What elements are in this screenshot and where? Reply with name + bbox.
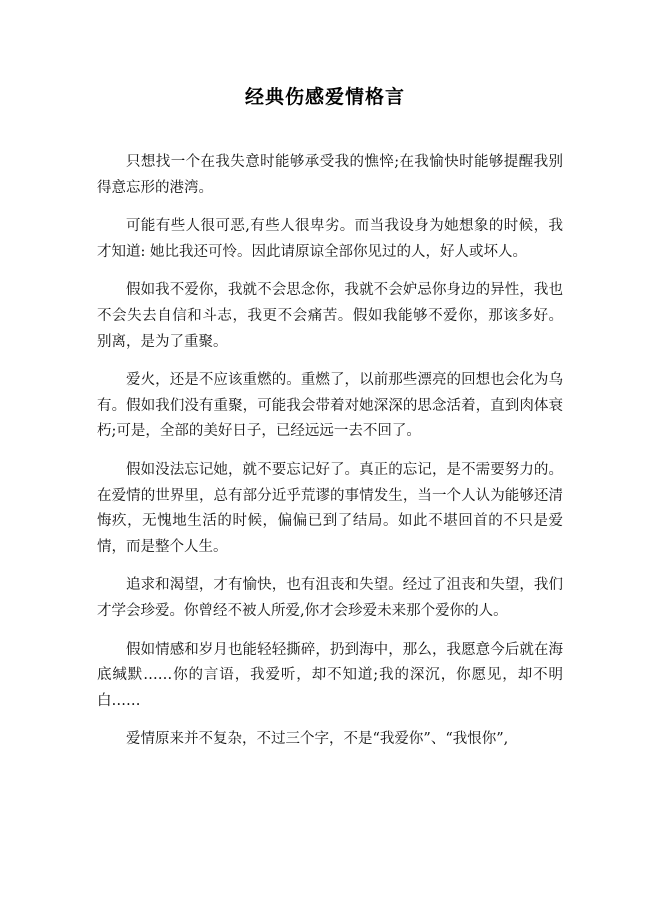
paragraph-4: 爱火，还是不应该重燃的。重燃了，以前那些漂亮的回想也会化为乌有。假如我们没有重聚，可能我会带着对她深深的思念活着，直到肉体衰朽;可是，全部的美好日子，已经远远一去不回了。 (97, 372, 563, 440)
paragraph-7: 假如情感和岁月也能轻轻撕碎，扔到海中，那么，我愿意今后就在海底缄默……你的言语，我爱听，却不知道;我的深沉，你愿见，却不明白…… (97, 641, 563, 709)
paragraph-8: 爱情原来并不复杂，不过三个字，不是“我爱你”、“我恨你”, (126, 731, 509, 748)
paragraph-6: 追求和渴望，才有愉快，也有沮丧和失望。经过了沮丧和失望，我们才学会珍爱。你曾经不被人所爱,你才会珍爱未来那个爱你的人。 (97, 577, 563, 619)
paragraph-3: 假如我不爱你，我就不会思念你，我就不会妒忌你身边的异性，我也不会失去自信和斗志，我更不会痛苦。假如我能够不爱你，那该多好。 别离，是为了重聚。 (97, 282, 563, 350)
document-title: 经典伤感爱情格言 (244, 86, 405, 108)
paragraph-2: 可能有些人很可恶,有些人很卑劣。而当我设身为她想象的时候，我才知道: 她比我还可怜。因此请原谅全部你见过的人，好人或坏人。 (97, 218, 563, 260)
paragraph-5: 假如没法忘记她，就不要忘记好了。真正的忘记，是不需要努力的。在爱情的世界里，总有部分近乎荒谬的事情发生，当一个人认为能够还清悔疚，无愧地生活的时候，偏偏已到了结局。如此不堪回首的不只是爱情，而是整个人生。 (97, 461, 563, 555)
paragraph-1: 只想找一个在我失意时能够承受我的憔悴;在我愉快时能够提醒我别得意忘形的港湾。 (97, 154, 563, 196)
document-body (97, 150, 563, 766)
